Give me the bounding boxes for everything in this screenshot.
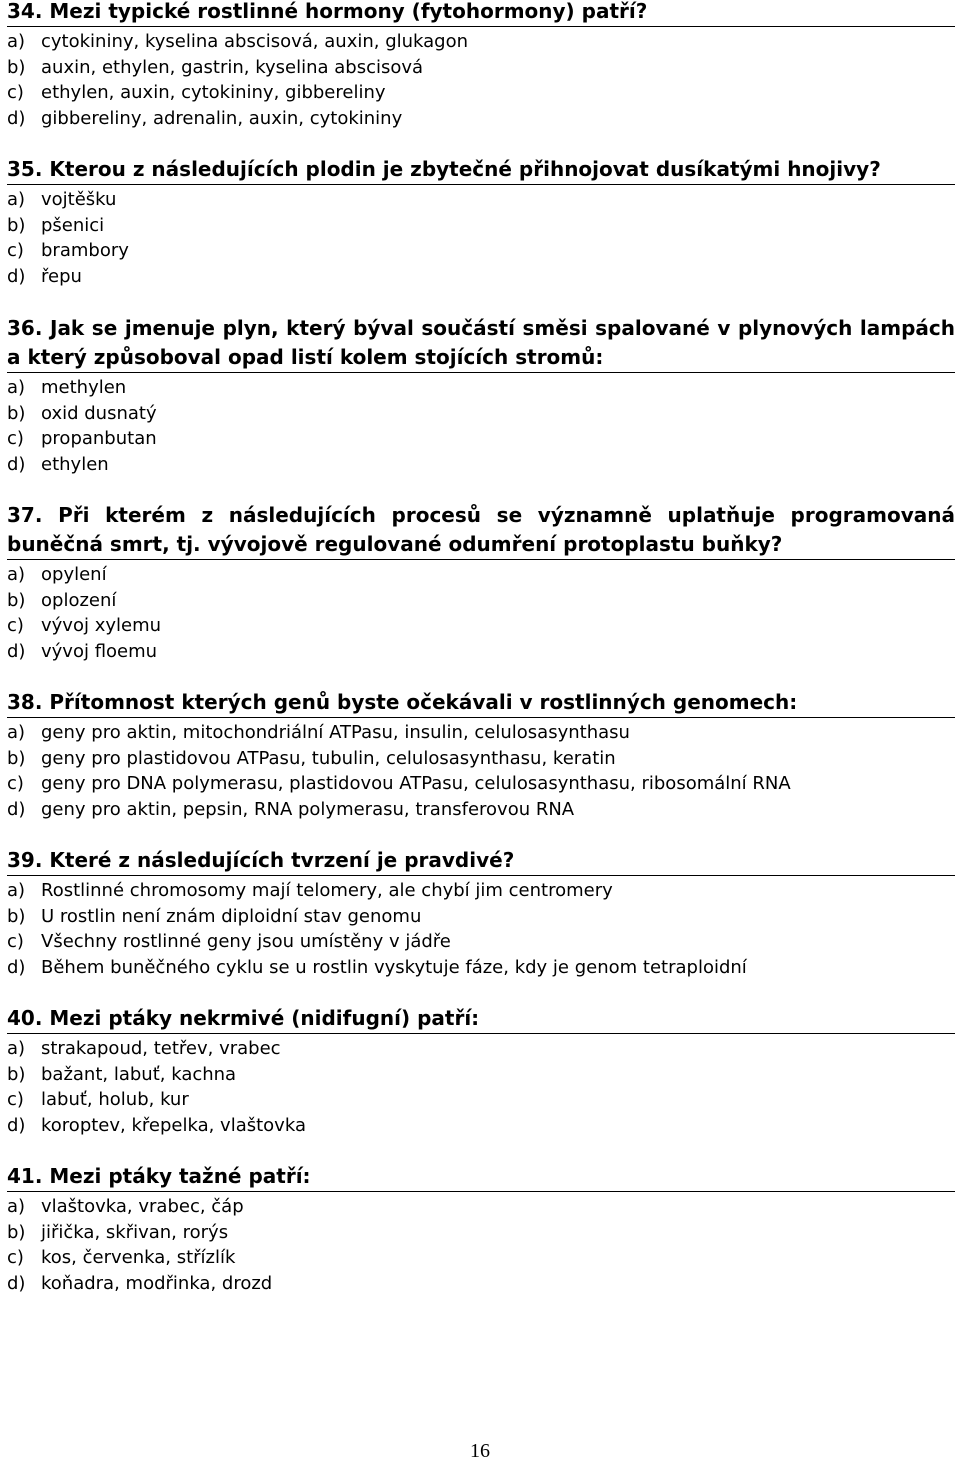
option-label: b) [7,56,26,78]
option-label: d) [7,1272,26,1294]
option-text: vývoj xylemu [41,615,162,636]
option-text: Všechny rostlinné geny jsou umístěny v jádře [41,931,451,952]
option-d [7,452,955,478]
option-a [7,1036,955,1062]
option-b [7,213,955,239]
option-text: oxid dusnatý [41,402,157,424]
option-text: kos, červenka, střízlík [41,1247,236,1268]
option-text: brambory [41,240,129,261]
option-a [7,29,955,55]
question-40 [7,1004,955,1138]
option-d [7,639,955,665]
option-c [7,1245,955,1271]
option-text: gibbereliny, adrenalin, auxin, cytokininy [41,107,403,129]
option-label: b) [7,1221,26,1243]
option-label: c) [7,428,24,449]
option-text: vojtěšku [41,189,117,210]
option-text: propanbutan [41,428,157,449]
option-a [7,720,955,746]
option-d [7,106,955,132]
option-text: opylení [41,564,107,585]
option-d [7,955,955,981]
question-41 [7,1162,955,1296]
option-label: b) [7,402,26,424]
option-label: d) [7,265,26,287]
option-text: koňadra, modřinka, drozd [41,1272,273,1294]
option-a [7,187,955,213]
option-label: b) [7,589,26,611]
option-text: vývoj floemu [41,640,158,662]
option-label: c) [7,82,24,103]
option-text: auxin, ethylen, gastrin, kyselina abscisová [41,56,424,78]
option-label: b) [7,214,26,236]
question-title: 35. Kterou z následujících plodin je zbytečné přihnojovat dusíkatými hnojivy? [7,155,955,185]
question-title: 38. Přítomnost kterých genů byste očekávali v rostlinných genomech: [7,688,955,718]
option-text: řepu [41,265,82,287]
option-b [7,1220,955,1246]
question-title: 34. Mezi typické rostlinné hormony (fytohormony) patří? [7,0,955,27]
option-label: d) [7,453,26,475]
option-text: labuť, holub, kur [41,1089,189,1110]
option-text: Rostlinné chromosomy mají telomery, ale chybí jim centromery [41,880,613,901]
option-text: geny pro plastidovou ATPasu, tubulin, celulosasynthasu, keratin [41,747,616,769]
option-label: b) [7,905,26,927]
option-text: Během buněčného cyklu se u rostlin vyskytuje fáze, kdy je genom tetraploidní [41,956,747,978]
option-text: U rostlin není znám diploidní stav genomu [41,905,422,927]
option-label: a) [7,880,26,901]
question-title: 40. Mezi ptáky nekrmivé (nidifugní) patří: [7,1004,955,1034]
question-39 [7,846,955,980]
option-label: a) [7,377,26,398]
option-label: c) [7,1089,24,1110]
option-text: pšenici [41,214,105,236]
option-label: d) [7,956,26,978]
option-label: d) [7,798,26,820]
option-label: c) [7,240,24,261]
option-label: b) [7,1063,26,1085]
option-c [7,426,955,452]
option-c [7,1087,955,1113]
option-label: d) [7,1114,26,1136]
option-c [7,771,955,797]
question-title: 41. Mezi ptáky tažné patří: [7,1162,955,1192]
question-36 [7,314,955,477]
option-label: c) [7,615,24,636]
question-35 [7,155,955,289]
option-label: c) [7,1247,24,1268]
option-label: c) [7,931,24,952]
option-label: a) [7,564,26,585]
option-text: geny pro aktin, pepsin, RNA polymerasu, transferovou RNA [41,798,575,820]
option-c [7,613,955,639]
option-d [7,1113,955,1139]
option-text: oplození [41,589,117,611]
option-label: d) [7,640,26,662]
option-text: koroptev, křepelka, vlaštovka [41,1114,306,1136]
option-a [7,562,955,588]
question-38 [7,688,955,822]
option-label: a) [7,722,26,743]
option-label: a) [7,31,26,52]
option-c [7,238,955,264]
option-d [7,1271,955,1297]
option-text: methylen [41,377,127,398]
option-label: a) [7,189,26,210]
option-b [7,904,955,930]
option-label: b) [7,747,26,769]
question-title: 36. Jak se jmenuje plyn, který býval součástí směsi spalované v plynových lampách a který způsoboval opad listí kolem stojících stromů: [7,314,955,373]
option-d [7,797,955,823]
option-a [7,1194,955,1220]
option-b [7,401,955,427]
option-text: cytokininy, kyselina abscisová, auxin, glukagon [41,31,469,52]
option-text: bažant, labuť, kachna [41,1063,237,1085]
option-text: jiřička, skřivan, rorýs [41,1221,229,1243]
option-a [7,878,955,904]
question-34 [7,0,955,131]
option-d [7,264,955,290]
option-c [7,929,955,955]
option-text: vlaštovka, vrabec, čáp [41,1196,244,1217]
option-text: strakapoud, tetřev, vrabec [41,1038,281,1059]
option-a [7,375,955,401]
page-number: 16 [470,1440,490,1462]
option-b [7,746,955,772]
option-label: c) [7,773,24,794]
question-37 [7,501,955,664]
question-title: 39. Které z následujících tvrzení je pravdivé? [7,846,955,876]
option-text: geny pro aktin, mitochondriální ATPasu, insulin, celulosasynthasu [41,722,630,743]
option-text: ethylen, auxin, cytokininy, gibbereliny [41,82,386,103]
option-b [7,588,955,614]
option-text: geny pro DNA polymerasu, plastidovou ATPasu, celulosasynthasu, ribosomální RNA [41,773,791,794]
question-title: 37. Při kterém z následujících procesů se významně uplatňuje programovaná buněčná smrt, tj. vývojově regulované odumření protoplastu buňky? [7,501,955,560]
option-text: ethylen [41,453,109,475]
option-b [7,55,955,81]
option-b [7,1062,955,1088]
option-label: d) [7,107,26,129]
option-label: a) [7,1196,26,1217]
option-label: a) [7,1038,26,1059]
option-c [7,80,955,106]
